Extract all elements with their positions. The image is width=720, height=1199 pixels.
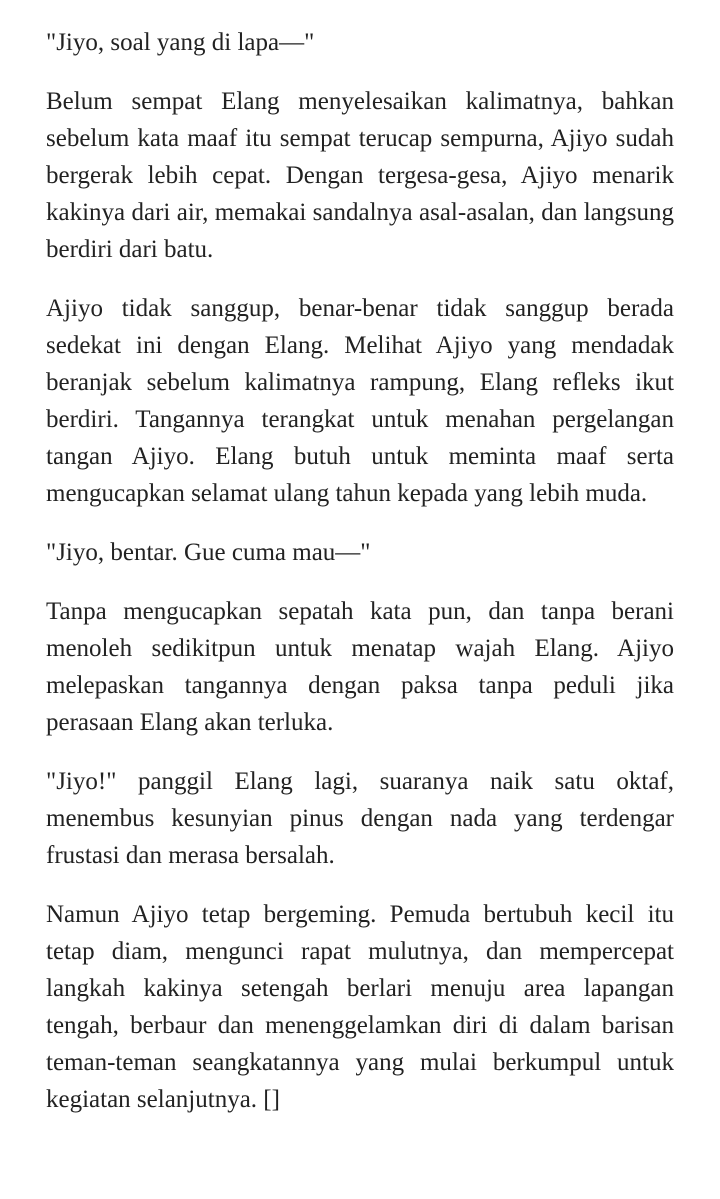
paragraph-narration-1: Belum sempat Elang menyelesaikan kalimatnya, bahkan sebelum kata maaf itu sempat terucap sempurna, Ajiyo sudah bergerak lebih cepat. Dengan tergesa-gesa, Ajiyo menarik kakinya dari air, memakai sandalnya asal-asalan, dan langsung berdiri dari batu. [46, 88, 674, 263]
paragraph-dialogue-3: "Jiyo!" panggil Elang lagi, suaranya naik satu oktaf, menembus kesunyian pinus dengan nada yang terdengar frustasi dan merasa bersalah. [46, 768, 674, 869]
paragraph-dialogue-2: "Jiyo, bentar. Gue cuma mau—" [46, 539, 371, 566]
paragraph-narration-3: Tanpa mengucapkan sepatah kata pun, dan tanpa berani menoleh sedikitpun untuk menatap wajah Elang. Ajiyo melepaskan tangannya dengan paksa tanpa peduli jika perasaan Elang akan terluka. [46, 598, 674, 736]
paragraph-dialogue-1: "Jiyo, soal yang di lapa—" [46, 29, 315, 56]
paragraph-narration-2: Ajiyo tidak sanggup, benar-benar tidak sanggup berada sedekat ini dengan Elang. Melihat Ajiyo yang mendadak beranjak sebelum kalimatnya rampung, Elang refleks ikut berdiri. Tangannya terangkat untuk menahan pergelangan tangan Ajiyo. Elang butuh untuk meminta maaf serta mengucapkan selamat ulang tahun kepada yang lebih muda. [46, 295, 674, 507]
paragraph-narration-4: Namun Ajiyo tetap bergeming. Pemuda bertubuh kecil itu tetap diam, mengunci rapat mulutnya, dan mempercepat langkah kakinya setengah berlari menuju area lapangan tengah, berbaur dan menenggelamkan diri di dalam barisan teman-teman seangkatannya yang mulai berkumpul untuk kegiatan selanjutnya. [] [46, 901, 674, 1113]
story-text [46, 24, 674, 1140]
